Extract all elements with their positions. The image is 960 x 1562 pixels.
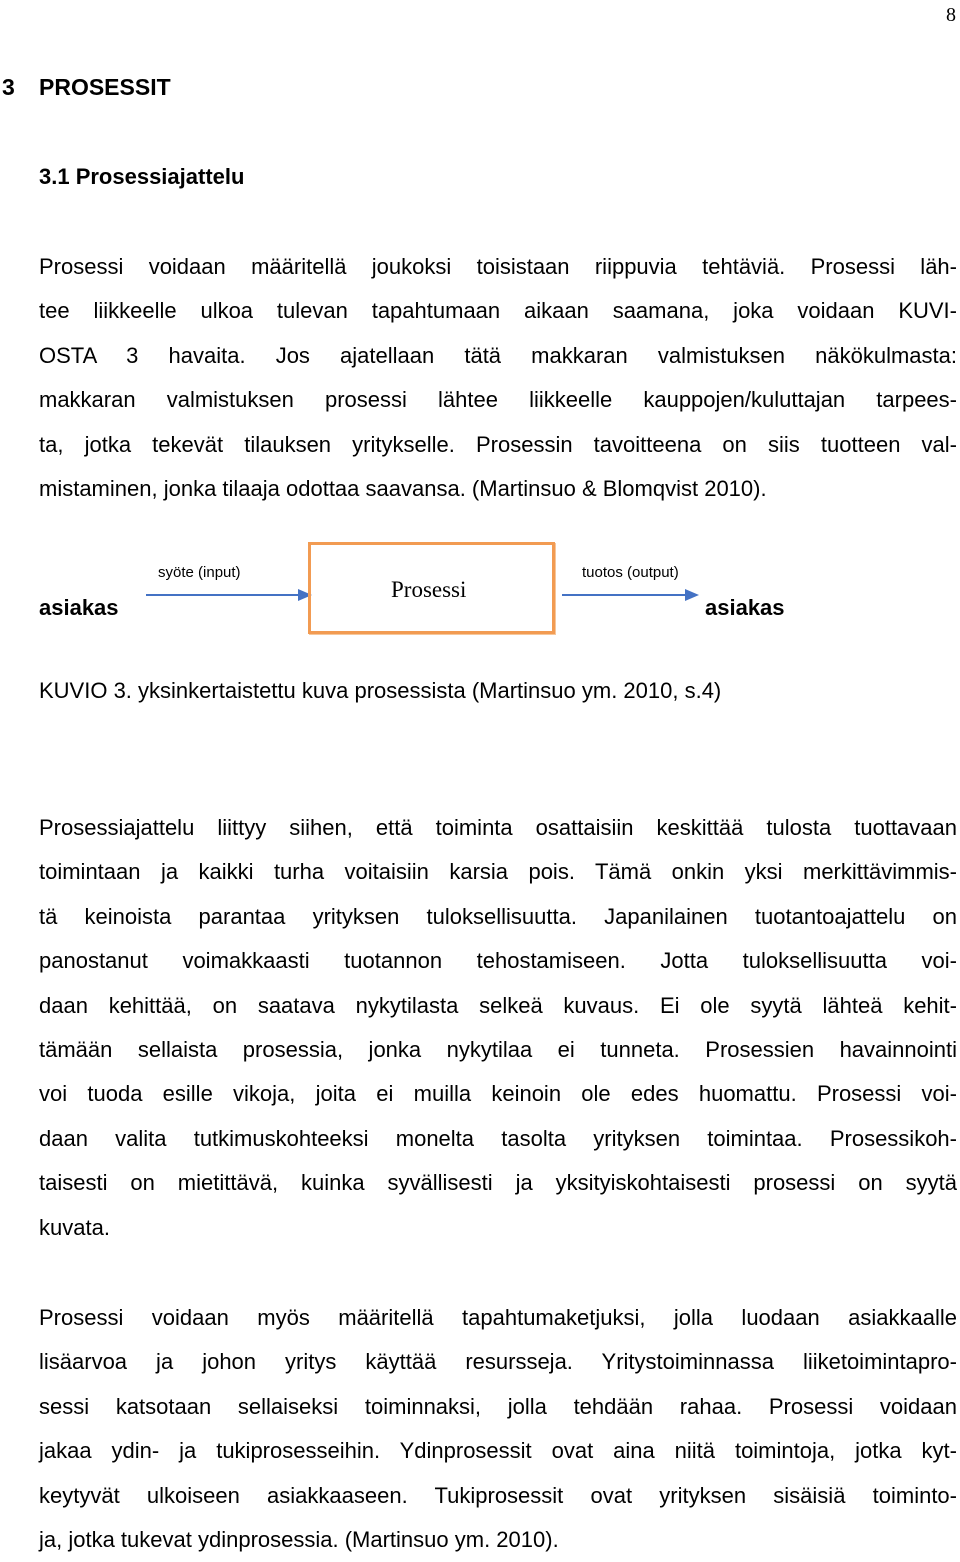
paragraph-line: sessi katsotaan sellaiseksi toiminnaksi, jolla tehdään rahaa. Prosessi voidaan xyxy=(39,1393,957,1419)
paragraph-line: Prosessi voidaan määritellä joukoksi toisistaan riippuvia tehtäviä. Prosessi läh- xyxy=(39,254,957,279)
paragraph-line: tämään sellaista prosessia, jonka nykytilaa ei tunneta. Prosessien havainnointi xyxy=(39,1037,957,1063)
paragraph-line: makkaran valmistuksen prosessi lähtee liikkeelle kauppojen/kuluttajan tarpees- xyxy=(39,387,957,413)
paragraph-line: panostanut voimakkaasti tuotannon tehostamiseen. Jotta tuloksellisuutta voi- xyxy=(39,948,957,974)
paragraph-line: kuvata. xyxy=(39,1214,110,1240)
paragraph-line: taisesti on mietittävä, kuinka syvällisesti ja yksityiskohtaisesti prosessi on syytä xyxy=(39,1170,957,1196)
paragraph-line: jakaa ydin- ja tukiprosesseihin. Ydinprosessit ovat aina niitä toimintoja, jotka kyt- xyxy=(39,1438,957,1464)
paragraph-line: keytyvät ulkoiseen asiakkaaseen. Tukiprosessit ovat yrityksen sisäisiä toiminto- xyxy=(39,1482,957,1508)
chapter-heading xyxy=(2,74,171,101)
paragraph-line: tee liikkeelle ulkoa tulevan tapahtumaan aikaan saamana, joka voidaan KUVI- xyxy=(39,298,957,324)
paragraph-1 xyxy=(39,245,957,511)
process-label: Prosessi xyxy=(391,577,467,602)
paragraph-line: Prosessiajattelu liittyy siihen, että toiminta osattaisiin keskittää tulosta tuottavaan xyxy=(39,815,957,840)
paragraph-line: OSTA 3 havaita. Jos ajatellaan tätä makkaran valmistuksen näkökulmasta: xyxy=(39,342,957,368)
paragraph-3 xyxy=(39,1296,957,1562)
chapter-number: 3 xyxy=(2,74,15,100)
process-diagram xyxy=(0,540,960,650)
paragraph-line: lisäarvoa ja johon yritys käyttää resursseja. Yritystoiminnassa liiketoimintapro- xyxy=(39,1349,957,1375)
paragraph-line: Prosessi voidaan myös määritellä tapahtumaketjuksi, jolla luodaan asiakkaalle xyxy=(39,1305,957,1330)
page-number: 8 xyxy=(946,4,956,26)
customer-left-label: asiakas xyxy=(39,595,119,620)
input-label: syöte (input) xyxy=(158,564,241,581)
figure-caption: KUVIO 3. yksinkertaistettu kuva prosessista (Martinsuo ym. 2010, s.4) xyxy=(39,678,722,703)
paragraph-line: ja, jotka tukevat ydinprosessia. (Martinsuo ym. 2010). xyxy=(39,1527,559,1553)
output-label: tuotos (output) xyxy=(582,564,679,581)
paragraph-line: voi tuoda esille vikoja, joita ei muilla keinoin ole edes huomattu. Prosessi voi- xyxy=(39,1081,957,1107)
chapter-title: PROSESSIT xyxy=(39,74,171,100)
output-arrow-head xyxy=(685,589,699,601)
paragraph-line: tä keinoista parantaa yrityksen tuloksellisuutta. Japanilainen tuotantoajattelu on xyxy=(39,903,957,929)
paragraph-line: daan valita tutkimuskohteeksi monelta tasolta yrityksen toimintaa. Prosessikoh- xyxy=(39,1125,957,1151)
paragraph-line: daan kehittää, on saatava nykytilasta selkeä kuvaus. Ei ole syytä lähteä kehit- xyxy=(39,992,957,1018)
section-heading: 3.1 Prosessiajattelu xyxy=(39,164,245,189)
paragraph-line: ta, jotka tekevät tilauksen yritykselle. Prosessin tavoitteena on siis tuotteen val- xyxy=(39,431,957,457)
customer-right-label: asiakas xyxy=(705,595,785,620)
paragraph-line: toimintaan ja kaikki turha voitaisiin karsia pois. Tämä onkin yksi merkittävimmis- xyxy=(39,859,957,885)
paragraph-2 xyxy=(39,806,957,1250)
paragraph-line: mistaminen, jonka tilaaja odottaa saavansa. (Martinsuo & Blomqvist 2010). xyxy=(39,476,767,502)
